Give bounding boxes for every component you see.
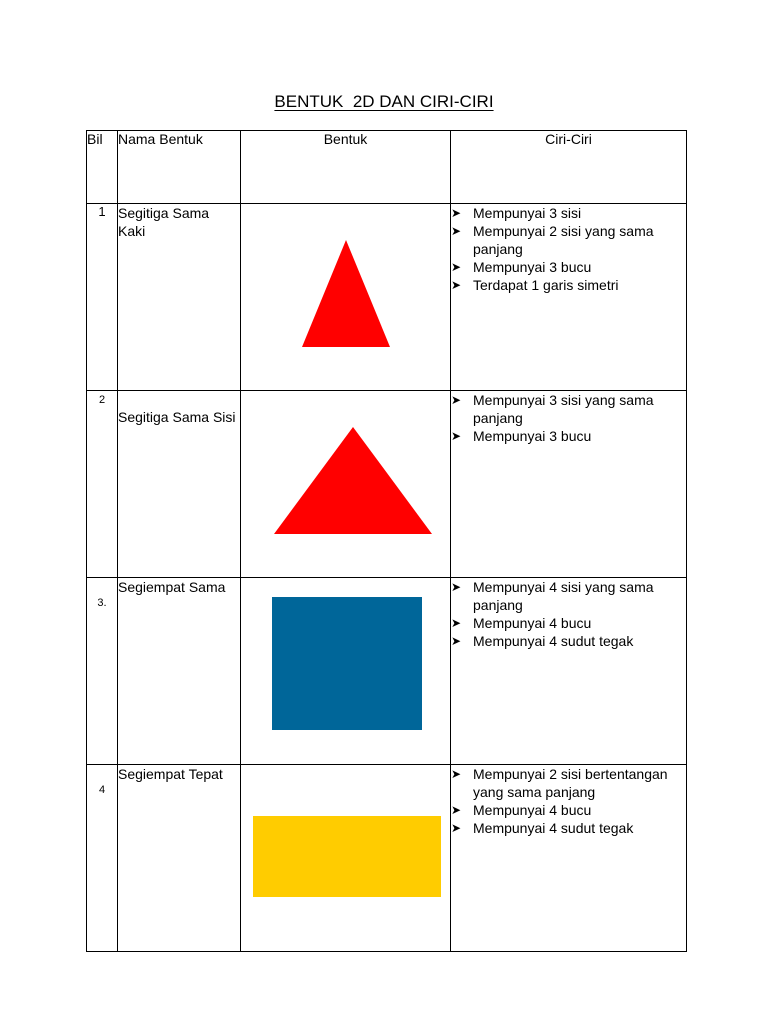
header-shape: Bentuk [241, 131, 451, 204]
arrowhead-bullet-icon: ➤ [451, 260, 462, 274]
feature-text: Mempunyai 3 sisi [473, 205, 582, 221]
features-list [451, 765, 686, 837]
header-name: Nama Bentuk [118, 131, 241, 204]
feature-text: Mempunyai 2 sisi bertentangan yang sama panjang [473, 766, 668, 800]
list-item [451, 276, 686, 294]
feature-text: Mempunyai 3 bucu [473, 259, 592, 275]
list-item [451, 427, 686, 445]
list-item [451, 204, 686, 222]
features-cell [451, 765, 687, 952]
list-item [451, 801, 686, 819]
shape-cell [241, 765, 451, 952]
list-item [451, 578, 686, 614]
shape-name: Segiempat Sama [118, 578, 241, 765]
table-header-row [87, 131, 687, 204]
header-features: Ciri-Ciri [451, 131, 687, 204]
shape-cell [241, 391, 451, 578]
features-list [451, 204, 686, 294]
row-number: 4 [87, 765, 118, 952]
shape-name: Segitiga Sama Sisi [118, 391, 241, 578]
arrowhead-bullet-icon: ➤ [451, 803, 462, 817]
feature-text: Mempunyai 4 bucu [473, 802, 592, 818]
features-list [451, 578, 686, 650]
arrowhead-bullet-icon: ➤ [451, 767, 462, 781]
table-row [87, 578, 687, 765]
page-title: BENTUK 2D DAN CIRI-CIRI [274, 92, 494, 111]
arrowhead-bullet-icon: ➤ [451, 634, 462, 648]
table-row [87, 765, 687, 952]
square-icon [241, 578, 451, 765]
list-item [451, 614, 686, 632]
shape-name: Segiempat Tepat [118, 765, 241, 952]
list-item [451, 632, 686, 650]
list-item [451, 222, 686, 258]
feature-text: Mempunyai 4 bucu [473, 615, 592, 631]
arrowhead-bullet-icon: ➤ [451, 206, 462, 220]
features-cell [451, 578, 687, 765]
isosceles-triangle-icon [241, 204, 451, 391]
arrowhead-bullet-icon: ➤ [451, 429, 462, 443]
feature-text: Mempunyai 3 bucu [473, 428, 592, 444]
arrowhead-bullet-icon: ➤ [451, 393, 462, 407]
list-item [451, 819, 686, 837]
list-item [451, 391, 686, 427]
arrowhead-bullet-icon: ➤ [451, 821, 462, 835]
table-row [87, 204, 687, 391]
feature-text: Mempunyai 4 sudut tegak [473, 633, 634, 649]
list-item [451, 765, 686, 801]
features-list [451, 391, 686, 445]
feature-text: Mempunyai 3 sisi yang sama panjang [473, 392, 654, 426]
row-number: 3. [87, 578, 118, 765]
arrowhead-bullet-icon: ➤ [451, 278, 462, 292]
shape-cell [241, 204, 451, 391]
feature-text: Mempunyai 2 sisi yang sama panjang [473, 223, 654, 257]
shape-cell [241, 578, 451, 765]
row-number: 1 [87, 204, 118, 391]
table-row [87, 391, 687, 578]
equilateral-triangle-icon [241, 391, 451, 578]
shape-name: Segitiga Sama Kaki [118, 204, 241, 391]
feature-text: Mempunyai 4 sudut tegak [473, 820, 634, 836]
feature-text: Terdapat 1 garis simetri [473, 277, 619, 293]
arrowhead-bullet-icon: ➤ [451, 224, 462, 238]
arrowhead-bullet-icon: ➤ [451, 616, 462, 630]
features-cell [451, 204, 687, 391]
features-cell [451, 391, 687, 578]
rectangle-icon [241, 765, 451, 952]
shapes-table [86, 130, 687, 952]
row-number: 2 [87, 391, 118, 578]
feature-text: Mempunyai 4 sisi yang sama panjang [473, 579, 654, 613]
list-item [451, 258, 686, 276]
arrowhead-bullet-icon: ➤ [451, 580, 462, 594]
header-bil: Bil [87, 131, 118, 204]
